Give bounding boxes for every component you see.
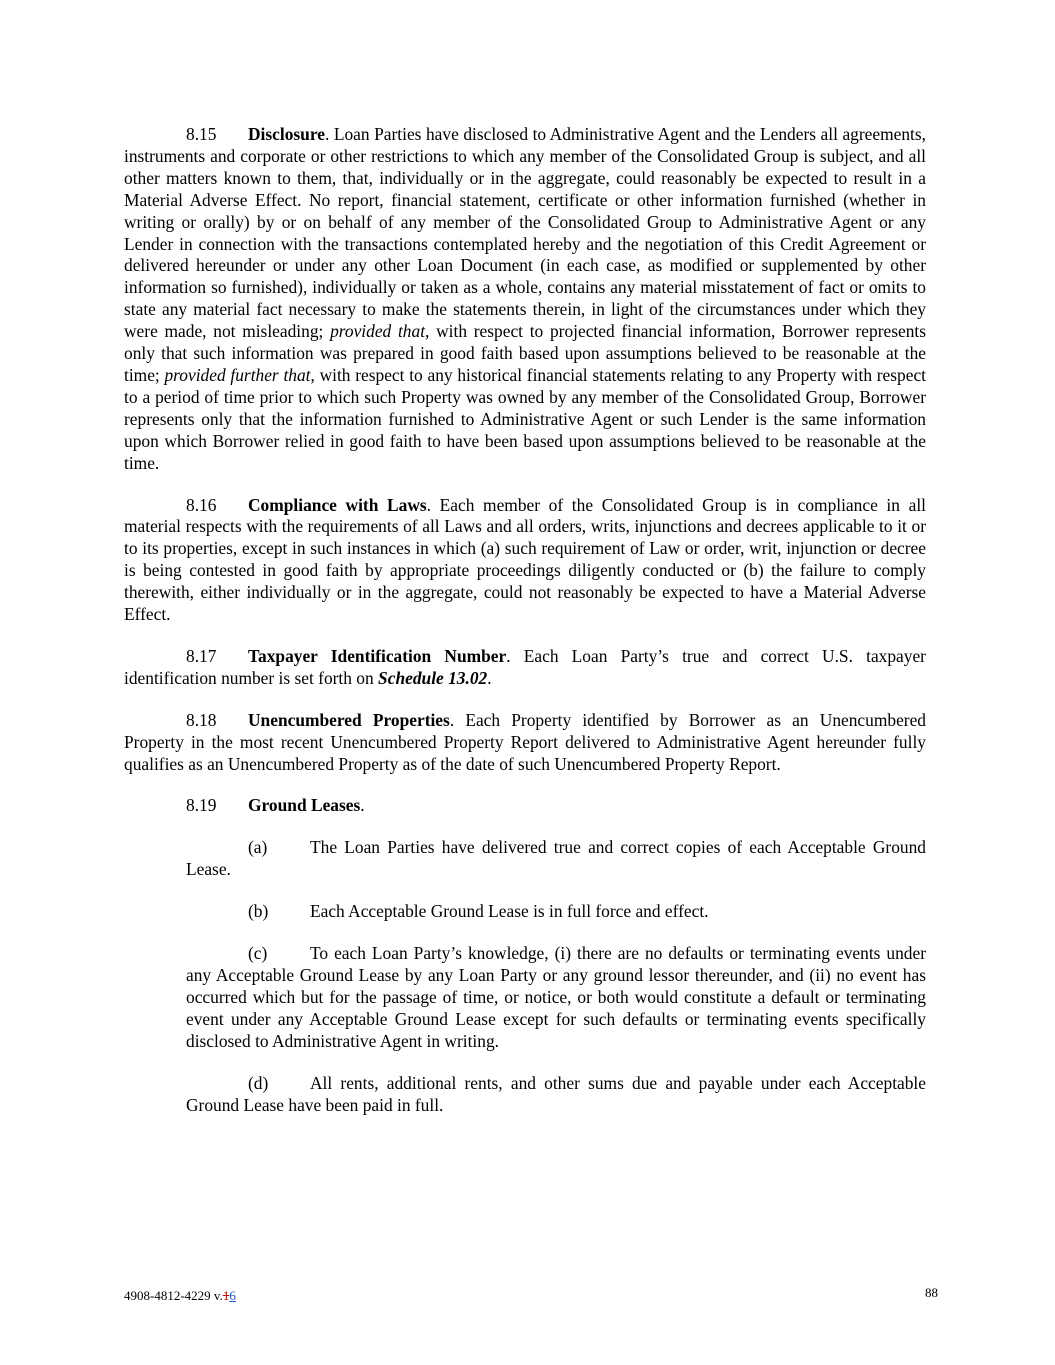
subsection-text: Each Acceptable Ground Lease is in full force and effect. xyxy=(310,901,709,922)
section-heading: Taxpayer Identification Number xyxy=(248,645,507,666)
document-body xyxy=(124,124,926,1136)
section-heading: Disclosure xyxy=(248,124,325,144)
subsection-a xyxy=(186,837,926,881)
section-8-18 xyxy=(124,710,926,776)
section-8-16 xyxy=(124,495,926,626)
subsection-label: (b) xyxy=(248,901,269,922)
section-text: . Each Loan Party’s true and correct U.S. taxpayer identification number is set forth on xyxy=(124,645,926,688)
section-text: , with respect to projected financial information, Borrower represents only that such information was prepared in good faith based upon assumptions believed to be reasonable at the time; xyxy=(124,321,926,385)
version-inserted: 6 xyxy=(229,1288,236,1303)
section-number: 8.19 xyxy=(186,795,217,816)
version-deleted: 1 xyxy=(222,1288,230,1303)
section-8-15 xyxy=(124,124,926,475)
section-number: 8.16 xyxy=(186,494,217,515)
footer-document-id xyxy=(124,1288,236,1304)
section-text-italic: provided further that xyxy=(164,364,311,385)
subsection-label: (d) xyxy=(248,1072,269,1093)
section-text: . xyxy=(487,667,492,688)
subsection-b xyxy=(186,901,926,923)
page-number: 88 xyxy=(925,1285,938,1300)
subsection-label: (c) xyxy=(248,943,268,964)
section-heading: Unencumbered Properties xyxy=(248,709,450,730)
subsection-c xyxy=(186,943,926,1053)
section-number: 8.15 xyxy=(186,124,217,144)
section-number: 8.18 xyxy=(186,709,217,730)
section-text: . Each member of the Consolidated Group is in compliance in all material respects with the requirements of all Laws and all orders, writs, injunctions and decrees applicable to it or to its properties, except in such instances in which (a) such requirement of Law or order, writ, injunction or decree is being contested in good faith by appropriate proceedings diligently conducted or (b) the failure to comply therewith, either individually or in the aggregate, could not reasonably be expected to have a Material Adverse Effect. xyxy=(124,494,926,625)
subsection-text: To each Loan Party’s knowledge, (i) there are no defaults or terminating events under any Acceptable Ground Lease by any Loan Party or any ground lessor thereunder, and (ii) no event has occurred which but for the passage of time, or notice, or both would constitute a default or terminating event under any Acceptable Ground Lease except for such defaults or terminating events specifically disclosed to Administrative Agent in writing. xyxy=(186,943,926,1051)
schedule-reference: Schedule 13.02 xyxy=(378,667,488,688)
section-text-italic: provided that xyxy=(330,321,426,342)
subsection-d xyxy=(186,1073,926,1117)
section-text: , with respect to any historical financial statements relating to any Property with respect to a period of time prior to which such Property was owned by any member of the Consolidated Group, Borrower represents only that the information furnished to Administrative Agent or such Lender is the same information upon which Borrower relied in good faith to have been based upon assumptions believed to be reasonable at the time. xyxy=(124,364,926,473)
subsection-label: (a) xyxy=(248,837,268,858)
section-text: . Each Property identified by Borrower as an Unencumbered Property in the most recent Unencumbered Property Report delivered to Administrative Agent hereunder fully qualifies as an Unencumbered Property as of the date of such Unencumbered Property Report. xyxy=(124,709,926,774)
subsection-text: The Loan Parties have delivered true and correct copies of each Acceptable Ground Lease. xyxy=(186,837,926,880)
section-text: . Loan Parties have disclosed to Administrative Agent and the Lenders all agreements, instruments and corporate or other restrictions to which any member of the Consolidated Group is subject, and all other matters known to them, that, individually or in the aggregate, could reasonably be expected to result in a Material Adverse Effect. No report, financial statement, certificate or other information furnished (whether in writing or orally) by or on behalf of any member of the Consolidated Group to Administrative Agent or any Lender in connection with the transactions contemplated hereby and the negotiation of this Credit Agreement or delivered hereunder or under any other Loan Document (in each case, as modified or supplemented by other information so furnished), individually or taken as a whole, contains any material misstatement of fact or omits to state any material fact necessary to make the statements therein, in light of the circumstances under which they were made, not misleading; xyxy=(124,124,926,342)
section-heading: Ground Leases xyxy=(248,795,361,816)
section-number: 8.17 xyxy=(186,645,217,666)
doc-id: 4908-4812-4229 v. xyxy=(124,1288,223,1303)
section-8-17 xyxy=(124,646,926,690)
subsection-text: All rents, additional rents, and other sums due and payable under each Acceptable Ground Lease have been paid in full. xyxy=(186,1072,926,1115)
section-text: . xyxy=(360,795,365,816)
section-8-19 xyxy=(124,795,926,817)
section-heading: Compliance with Laws xyxy=(248,494,427,515)
